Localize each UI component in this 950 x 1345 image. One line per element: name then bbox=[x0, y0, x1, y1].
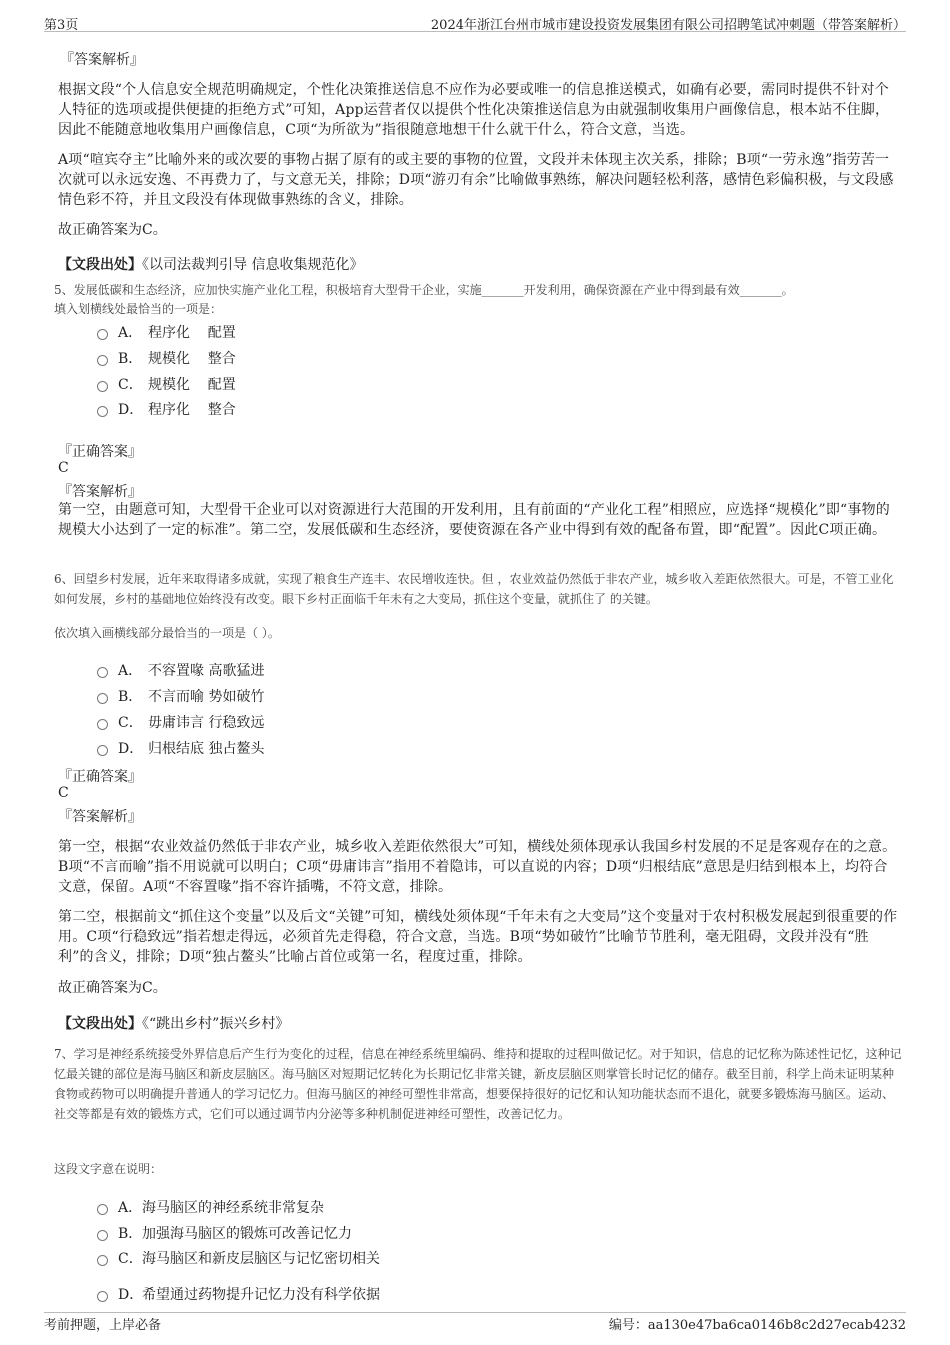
q6-conclusion: 故正确答案为C。 bbox=[58, 980, 167, 996]
q7-option-b[interactable]: B． 加强海马脑区的锻炼可改善记忆力 bbox=[97, 1223, 352, 1243]
radio-icon[interactable] bbox=[97, 1204, 108, 1215]
radio-icon[interactable] bbox=[97, 1230, 108, 1241]
q5-analysis: 第一空，由题意可知，大型骨干企业可以对资源进行大范围的开发利用，且有前面的“产业化工程”相照应，应选择“规模化”即“事物的规模大小达到了一定的标准”。第二空，发展低碳和生态经济，要使资源在各产业中得到有效的配备布置，即“配置”。因此C项正确。 bbox=[58, 502, 890, 538]
q6-option-d[interactable]: D． 归根结底 独占鳌头 bbox=[97, 738, 264, 758]
q4-source bbox=[58, 254, 363, 274]
q6-source bbox=[58, 1013, 289, 1033]
q7-option-a[interactable]: A． 海马脑区的神经系统非常复杂 bbox=[97, 1197, 324, 1217]
q5-analysis-label: 『答案解析』 bbox=[58, 484, 142, 500]
radio-icon[interactable] bbox=[97, 355, 108, 366]
q6-analysis-p1: 第一空，根据“农业效益仍然低于非农产业，城乡收入差距依然很大”可知，横线处须体现承认我国乡村发展的不足是客观存在的之意。B项“不言而喻”指不用说就可以明白；C项“毋庸讳言”指用不着隐讳，可以直说的内容；D项“归根结底”意思是归结到根本上，均符合文意，保留。A项“不容置喙”指不容许插嘴，不符文意，排除。 bbox=[58, 839, 897, 895]
radio-icon[interactable] bbox=[97, 406, 108, 417]
page-number: 第3页 bbox=[44, 18, 79, 33]
footer-divider bbox=[44, 1312, 906, 1313]
footer-slogan: 考前押题，上岸必备 bbox=[44, 1318, 162, 1333]
radio-icon[interactable] bbox=[97, 1291, 108, 1302]
radio-icon[interactable] bbox=[97, 1255, 108, 1266]
q4-conclusion: 故正确答案为C。 bbox=[58, 222, 167, 238]
q6-prompt: 依次填入画横线部分最恰当的一项是（ ）。 bbox=[54, 626, 280, 640]
q5-answer: C bbox=[58, 460, 69, 476]
q5-stem: 5、发展低碳和生态经济，应加快实施产业化工程，积极培育大型骨干企业，实施_______开发利用，确保资源在产业中得到最有效_______。 bbox=[54, 283, 794, 297]
q6-analysis-label: 『答案解析』 bbox=[58, 809, 142, 825]
q4-source-title: 《以司法裁判引导 信息收集规范化》 bbox=[142, 257, 364, 273]
footer-serial: 编号：aa130e47ba6ca0146b8c2d27ecab4232 bbox=[608, 1318, 906, 1333]
q7-option-c[interactable]: C． 海马脑区和新皮层脑区与记忆密切相关 bbox=[97, 1248, 380, 1268]
q5-prompt: 填入划横线处最恰当的一项是： bbox=[54, 302, 223, 316]
q6-answer-label: 『正确答案』 bbox=[58, 769, 142, 785]
radio-icon[interactable] bbox=[97, 693, 108, 704]
q6-source-title: 《“跳出乡村”振兴乡村》 bbox=[142, 1016, 290, 1032]
q6-option-a[interactable]: A． 不容置喙 高歌猛进 bbox=[97, 660, 264, 680]
q5-option-a[interactable]: A． 程序化 配置 bbox=[97, 322, 236, 342]
radio-icon[interactable] bbox=[97, 745, 108, 756]
radio-icon[interactable] bbox=[97, 381, 108, 392]
header-divider bbox=[44, 31, 906, 32]
q4-analysis-label: 『答案解析』 bbox=[60, 52, 144, 68]
q6-option-c[interactable]: C． 毋庸讳言 行稳致远 bbox=[97, 712, 264, 732]
radio-icon[interactable] bbox=[97, 667, 108, 678]
q7-prompt: 这段文字意在说明： bbox=[54, 1162, 163, 1176]
q5-option-c[interactable]: C． 规模化 配置 bbox=[97, 374, 236, 394]
q5-answer-label: 『正确答案』 bbox=[58, 444, 142, 460]
q4-analysis-p1: 根据文段“个人信息安全规范明确规定，个性化决策推送信息不应作为必要或唯一的信息推送模式，如确有必要，需同时提供不针对个人特征的选项或提供便捷的拒绝方式”可知，App运营者仅以提供个性化决策推送信息为由就强制收集用户画像信息，根本站不住脚，因此不能随意地收集用户画像信息，C项“为所欲为”指很随意地想干什么就干什么，符合文意，当选。 bbox=[58, 82, 890, 138]
q6-option-b[interactable]: B． 不言而喻 势如破竹 bbox=[97, 686, 264, 706]
q6-source-label: 【文段出处】 bbox=[58, 1016, 142, 1032]
q6-answer: C bbox=[58, 785, 69, 801]
radio-icon[interactable] bbox=[97, 329, 108, 340]
radio-icon[interactable] bbox=[97, 719, 108, 730]
q6-stem: 6、回望乡村发展，近年来取得诸多成就，实现了粮食生产连丰、农民增收连快。但 ，农业效益仍然低于非农产业，城乡收入差距依然很大。可是，不管工业化如何发展，乡村的基础地位始终没有改变。眼下乡村正面临千年未有之大变局，抓住这个变量，就抓住了 的关键。 bbox=[54, 572, 894, 606]
q5-option-b[interactable]: B． 规模化 整合 bbox=[97, 348, 236, 368]
q4-source-label: 【文段出处】 bbox=[58, 257, 142, 273]
q7-option-d[interactable]: D． 希望通过药物提升记忆力没有科学依据 bbox=[97, 1284, 380, 1304]
q6-analysis-p2: 第二空，根据前文“抓住这个变量”以及后文“关键”可知，横线处须体现“千年未有之大变局”这个变量对于农村积极发展起到很重要的作用。C项“行稳致远”指若想走得远，必须首先走得稳，符合文意，当选。B项“势如破竹”比喻节节胜利，毫无阻碍，文段并没有“胜利”的含义，排除；D项“独占鳌头”比喻占首位或第一名，程度过重，排除。 bbox=[58, 909, 898, 965]
q5-option-d[interactable]: D． 程序化 整合 bbox=[97, 399, 236, 419]
document-title: 2024年浙江台州市城市建设投资发展集团有限公司招聘笔试冲刺题（带答案解析） bbox=[430, 18, 906, 33]
q4-analysis-p2: A项“喧宾夺主”比喻外来的或次要的事物占据了原有的或主要的事物的位置，文段并未体现主次关系，排除；B项“一劳永逸”指劳苦一次就可以永远安逸、不再费力了，与文意无关，排除；D项“游刃有余”比喻做事熟练，解决问题轻松利落，感情色彩偏积极，与文段感情色彩不符，并且文段没有体现做事熟练的含义，排除。 bbox=[58, 152, 894, 208]
q7-stem: 7、学习是神经系统接受外界信息后产生行为变化的过程，信息在神经系统里编码、维持和提取的过程叫做记忆。对于知识，信息的记忆称为陈述性记忆，这种记忆最关键的部位是海马脑区和新皮层脑区。海马脑区对短期记忆转化为长期记忆非常关键，新皮层脑区则掌管长时记忆的储存。截至目前，科学上尚未证明某种食物或药物可以明确提升普通人的学习记忆力。但海马脑区的神经可塑性非常高，想要保持很好的记忆和认知功能状态而不退化，就要多锻炼海马脑区。运动、社交等都是有效的锻炼方式，它们可以通过调节内分泌等多种机制促进神经可塑性，改善记忆力。 bbox=[54, 1047, 902, 1121]
